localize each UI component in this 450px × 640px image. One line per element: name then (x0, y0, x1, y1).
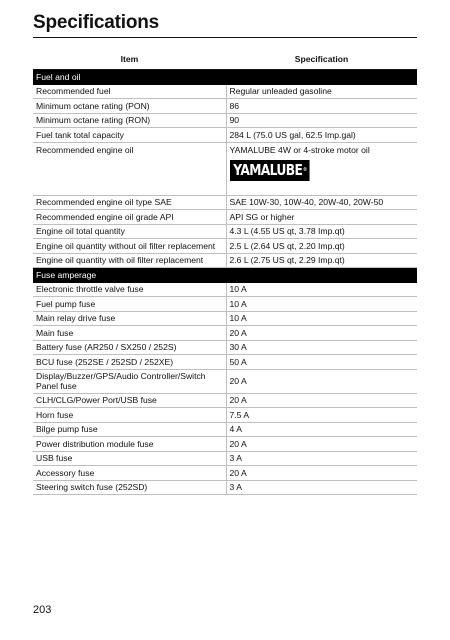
table-row (33, 239, 417, 254)
section-label: Fuel and oil (33, 70, 417, 85)
table-row (33, 437, 417, 452)
item-cell: Minimum octane rating (RON) (33, 113, 226, 128)
table-row (33, 466, 417, 481)
table-row (33, 142, 417, 195)
table-row (33, 113, 417, 128)
value-cell: SAE 10W-30, 10W-40, 20W-40, 20W-50 (226, 195, 417, 210)
page-title: Specifications (33, 12, 160, 33)
value-cell: 2.5 L (2.64 US qt, 2.20 Imp.qt) (226, 239, 417, 254)
value-cell: 284 L (75.0 US gal, 62.5 Imp.gal) (226, 128, 417, 143)
item-cell: Recommended engine oil grade API (33, 210, 226, 225)
value-cell: 7.5 A (226, 408, 417, 423)
table-row (33, 210, 417, 225)
item-cell: CLH/CLG/Power Port/USB fuse (33, 393, 226, 408)
value-cell: 86 (226, 99, 417, 114)
item-cell: Bilge pump fuse (33, 422, 226, 437)
table-row (33, 422, 417, 437)
item-cell: Recommended fuel (33, 84, 226, 99)
value-cell: 4.3 L (4.55 US qt, 3.78 Imp.qt) (226, 224, 417, 239)
value-cell: 2.6 L (2.75 US qt, 2.29 Imp.qt) (226, 253, 417, 268)
value-cell: Regular unleaded gasoline (226, 84, 417, 99)
value-cell: 20 A (226, 326, 417, 341)
item-cell: Recommended engine oil (33, 142, 226, 195)
value-cell: 3 A (226, 480, 417, 495)
page-number: 203 (33, 604, 52, 616)
item-cell: Fuel pump fuse (33, 297, 226, 312)
column-header-item: Item (33, 51, 226, 70)
table-row (33, 451, 417, 466)
value-text: YAMALUBE 4W or 4-stroke motor oil (229, 144, 370, 155)
value-cell: 50 A (226, 355, 417, 370)
table-row (33, 195, 417, 210)
value-cell: 90 (226, 113, 417, 128)
value-cell (226, 142, 417, 195)
value-cell: 20 A (226, 393, 417, 408)
value-cell: 10 A (226, 297, 417, 312)
item-cell: Accessory fuse (33, 466, 226, 481)
table-row (33, 340, 417, 355)
logo-text: YAMALUBE (232, 160, 302, 179)
table-header-row (33, 51, 417, 70)
table-row (33, 393, 417, 408)
registered-mark: ® (302, 166, 306, 173)
value-cell: 10 A (226, 282, 417, 297)
value-cell: 4 A (226, 422, 417, 437)
table-row (33, 99, 417, 114)
value-cell: 20 A (226, 466, 417, 481)
value-cell: 20 A (226, 437, 417, 452)
item-cell: Recommended engine oil type SAE (33, 195, 226, 210)
table-row (33, 128, 417, 143)
item-cell: Engine oil quantity with oil filter replacement (33, 253, 226, 268)
table-row (33, 369, 417, 393)
item-cell: Battery fuse (AR250 / SX250 / 252S) (33, 340, 226, 355)
item-cell: Power distribution module fuse (33, 437, 226, 452)
item-cell: Display/Buzzer/GPS/Audio Controller/Switch Panel fuse (33, 369, 226, 393)
value-cell: 20 A (226, 369, 417, 393)
column-header-specification: Specification (226, 51, 417, 70)
table-row (33, 480, 417, 495)
item-cell: Engine oil quantity without oil filter replacement (33, 239, 226, 254)
item-cell: Steering switch fuse (252SD) (33, 480, 226, 495)
item-cell: Minimum octane rating (PON) (33, 99, 226, 114)
section-header-fuel-and-oil (33, 70, 417, 85)
item-cell: Horn fuse (33, 408, 226, 423)
value-cell: 10 A (226, 311, 417, 326)
item-cell: Main relay drive fuse (33, 311, 226, 326)
table-row (33, 253, 417, 268)
table-row (33, 224, 417, 239)
table-row (33, 282, 417, 297)
item-cell: Fuel tank total capacity (33, 128, 226, 143)
value-cell: API SG or higher (226, 210, 417, 225)
item-cell: Main fuse (33, 326, 226, 341)
table-row (33, 311, 417, 326)
table-row (33, 326, 417, 341)
table-row (33, 84, 417, 99)
yamalube-logo (230, 160, 310, 181)
table-row (33, 408, 417, 423)
table-row (33, 355, 417, 370)
value-cell: 30 A (226, 340, 417, 355)
section-header-fuse-amperage (33, 268, 417, 283)
table-row (33, 297, 417, 312)
item-cell: USB fuse (33, 451, 226, 466)
title-divider (33, 37, 417, 38)
item-cell: BCU fuse (252SE / 252SD / 252XE) (33, 355, 226, 370)
specifications-table (33, 51, 417, 495)
item-cell: Electronic throttle valve fuse (33, 282, 226, 297)
item-cell: Engine oil total quantity (33, 224, 226, 239)
section-label: Fuse amperage (33, 268, 417, 283)
value-cell: 3 A (226, 451, 417, 466)
